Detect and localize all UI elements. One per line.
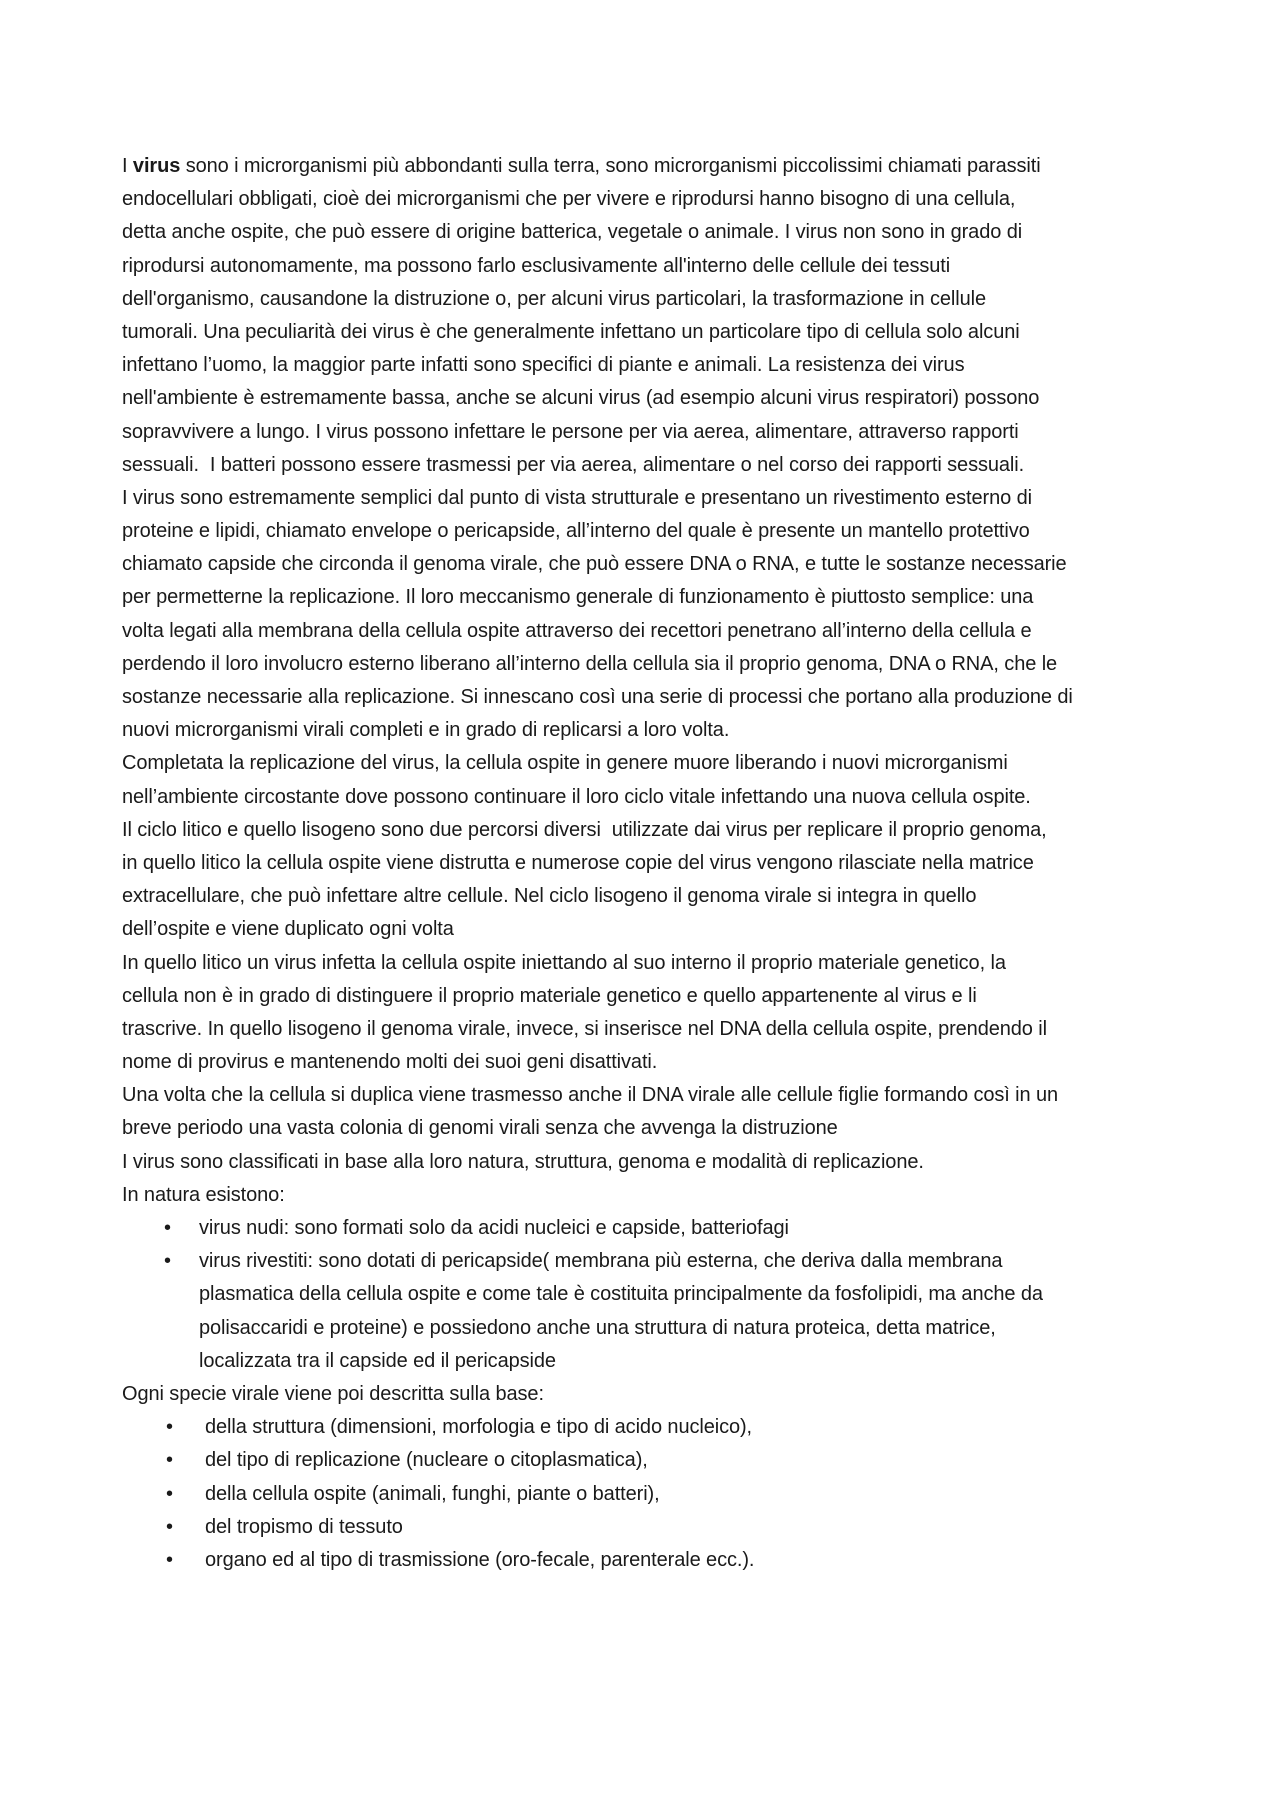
paragraph-line: extracellulare, che può infettare altre cellule. Nel ciclo lisogeno il genoma virale si integra in quello [122,885,977,908]
paragraph-line: chiamato capside che circonda il genoma virale, che può essere DNA o RNA, e tutte le sostanze necessarie [122,553,1067,576]
paragraph-line: nell’ambiente circostante dove possono continuare il loro ciclo vitale infettando una nuova cellula ospite. [122,785,1031,808]
bullet-icon: • [166,1416,173,1439]
paragraph-line: sessuali. I batteri possono essere trasmessi per via aerea, alimentare o nel corso dei rapporti sessuali. [122,453,1025,476]
list-item-text: plasmatica della cellula ospite e come tale è costituita principalmente da fosfolipidi, ma anche da [199,1283,1043,1306]
list-item [122,1212,1162,1245]
bullet-icon: • [166,1482,173,1505]
paragraph-line: per permetterne la replicazione. Il loro meccanismo generale di funzionamento è piuttosto semplice: una [122,586,1034,609]
paragraph-line: Il ciclo litico e quello lisogeno sono due percorsi diversi utilizzate dai virus per replicare il proprio genoma, [122,818,1047,841]
bullet-icon: • [164,1217,171,1239]
paragraph-line: sostanze necessarie alla replicazione. Si innescano così una serie di processi che portano alla produzione di [122,686,1073,708]
paragraph-line: I virus sono classificati in base alla loro natura, struttura, genoma e modalità di replicazione. [122,1150,924,1173]
bullet-list [122,1411,1162,1577]
paragraph-line: detta anche ospite, che può essere di origine batterica, vegetale o animale. I virus non sono in grado di [122,221,1023,244]
paragraph-line: in quello litico la cellula ospite viene distrutta e numerose copie del virus vengono rilasciate nella matrice [122,851,1034,874]
paragraph-line: infettano l’uomo, la maggior parte infatti sono specifici di piante e animali. La resistenza dei virus [122,354,965,377]
list-item [122,1511,1162,1544]
document-body [122,150,1162,1577]
bullet-icon: • [166,1515,173,1538]
list-item-text: virus rivestiti: sono dotati di pericapside( membrana più esterna, che deriva dalla membrana [199,1250,1003,1273]
list-item-text: polisaccaridi e proteine) e possiedono anche una struttura di natura proteica, detta matrice, [199,1316,996,1339]
paragraph-line: nome di provirus e mantenendo molti dei suoi geni disattivati. [122,1051,658,1074]
paragraph-line [122,150,1162,183]
list-item [122,1411,1162,1444]
list-item-text: del tropismo di tessuto [205,1515,403,1538]
list-item [122,1444,1162,1477]
bold-term: virus [132,155,181,177]
paragraph-line: riprodursi autonomamente, ma possono farlo esclusivamente all'interno delle cellule dei tessuti [122,254,951,277]
paragraph-line: proteine e lipidi, chiamato envelope o pericapside, all’interno del quale è presente un mantello protettivo [122,520,1030,543]
paragraph-line: endocellulari obbligati, cioè dei microrganismi che per vivere e riprodursi hanno bisogno di una cellula, [122,188,1016,211]
paragraph-line: I virus sono estremamente semplici dal punto di vista strutturale e presentano un rivestimento esterno di [122,486,1032,509]
paragraph-line: dell’ospite e viene duplicato ogni volta [122,918,454,941]
bullet-list [122,1212,1162,1378]
list-item-text: del tipo di replicazione (nucleare o citoplasmatica), [205,1449,648,1472]
paragraph-line: nuovi microrganismi virali completi e in grado di replicarsi a loro volta. [122,719,730,742]
paragraph-line: Una volta che la cellula si duplica viene trasmesso anche il DNA virale alle cellule figlie formando così in un [122,1084,1059,1107]
paragraph-line: breve periodo una vasta colonia di genomi virali senza che avvenga la distruzione [122,1117,838,1140]
list-item-continuation [122,1345,1162,1378]
list-item-text: della struttura (dimensioni, morfologia e tipo di acido nucleico), [205,1416,753,1439]
paragraph-line: Ogni specie virale viene poi descritta sulla base: [122,1382,544,1405]
list-item [122,1544,1162,1577]
paragraph-line: volta legati alla membrana della cellula ospite attraverso dei recettori penetrano all’interno della cellula e [122,619,1032,642]
list-item [122,1478,1162,1511]
paragraph-line: In quello litico un virus infetta la cellula ospite iniettando al suo interno il proprio materiale genetico, la [122,951,1006,974]
list-item-text: virus nudi: sono formati solo da acidi nucleici e capside, batteriofagi [199,1217,789,1239]
list-item-text: organo ed al tipo di trasmissione (oro-fecale, parenterale ecc.). [205,1548,755,1571]
paragraph-line: trascrive. In quello lisogeno il genoma virale, invece, si inserisce nel DNA della cellula ospite, prendendo il [122,1017,1047,1040]
list-item-continuation [122,1278,1162,1311]
paragraph-line: tumorali. Una peculiarità dei virus è che generalmente infettano un particolare tipo di cellula solo alcuni [122,320,1020,343]
paragraph-line: dell'organismo, causandone la distruzione o, per alcuni virus particolari, la trasformazione in cellule [122,287,986,310]
paragraph-line: Completata la replicazione del virus, la cellula ospite in genere muore liberando i nuovi microrganismi [122,752,1008,775]
list-item-text: localizzata tra il capside ed il pericapside [199,1349,556,1372]
bullet-icon: • [164,1250,171,1273]
text-run: I [122,155,133,177]
paragraph-line: In natura esistono: [122,1183,285,1206]
text-run: sono i microrganismi più abbondanti sulla terra, sono microrganismi piccolissimi chiamati parassiti [180,155,1041,177]
list-item [122,1245,1162,1278]
list-item-text: della cellula ospite (animali, funghi, piante o batteri), [205,1482,660,1505]
paragraph-line: nell'ambiente è estremamente bassa, anche se alcuni virus (ad esempio alcuni virus respiratori) possono [122,387,1040,410]
list-item-continuation [122,1312,1162,1345]
paragraph-line: sopravvivere a lungo. I virus possono infettare le persone per via aerea, alimentare, attraverso rapporti [122,420,1019,443]
paragraph-line: perdendo il loro involucro esterno liberano all’interno della cellula sia il proprio genoma, DNA o RNA, che le [122,652,1058,675]
bullet-icon: • [166,1548,173,1571]
paragraph-line: cellula non è in grado di distinguere il proprio materiale genetico e quello appartenente al virus e li [122,984,977,1007]
bullet-icon: • [166,1449,173,1472]
